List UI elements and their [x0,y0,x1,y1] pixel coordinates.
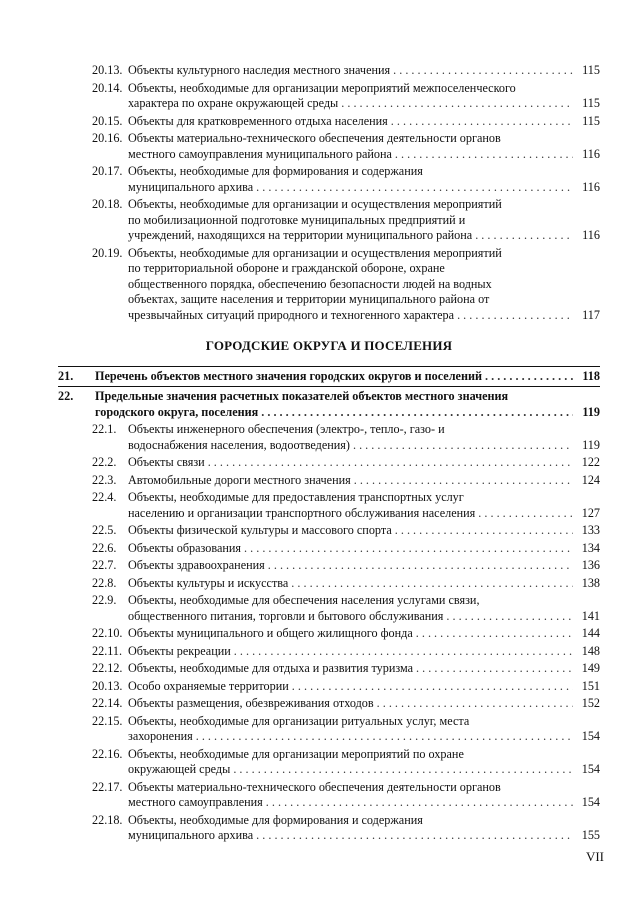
toc-entry[interactable] [58,679,600,695]
toc-entry-title-line: Объекты, необходимые для формирования и содержания [128,812,423,827]
toc-entry-number: 22.10. [92,626,123,640]
toc-entry[interactable] [58,523,600,539]
toc-entry-page: 151 [581,678,600,693]
toc-entry-title-line: учреждений, находящихся на территории муниципального района [128,228,473,242]
divider [58,366,600,367]
toc-entry-number: 21. [58,368,74,383]
dot-leader [354,473,573,489]
toc-entry[interactable] [58,576,600,592]
toc-entry-body [128,747,600,778]
toc-entry-title-line: Объекты, необходимые для организации мероприятий по охране [128,746,464,761]
toc-entry-body [95,389,600,420]
dot-leader [475,228,573,244]
toc-entry-body [128,490,600,521]
toc-entry-last-line [95,369,600,385]
toc-group-municipal-district [58,63,600,323]
toc-entry-title-line: общественного питания, торговли и бытового обслуживания [128,608,444,623]
toc-group-main-chapters [58,366,600,421]
toc-entry[interactable] [58,114,600,130]
toc-entry-title-line: Особо охраняемые территории [128,678,289,693]
toc-entry[interactable] [58,626,600,642]
toc-entry-page: 154 [581,762,600,776]
toc-entry[interactable] [58,813,600,844]
toc-entry-body [128,558,600,574]
toc-entry-body [128,696,600,712]
dot-leader [244,541,573,557]
toc-entry-page: 116 [582,228,600,242]
dot-leader [377,696,573,712]
toc-entry[interactable] [58,164,600,195]
toc-entry-title-line: общественного порядка, обеспечению безопасности людей на водных [128,276,492,291]
toc-entry-last-line [128,308,600,324]
toc-entry-body [128,473,600,489]
toc-entry-last-line [128,696,600,712]
divider [58,386,600,387]
toc-entry-title-line: Перечень объектов местного значения городских округов и поселений [95,368,483,383]
toc-entry-body [128,164,600,195]
toc-entry-title-line: населению и организации транспортного обслуживания населения [128,505,476,520]
dot-leader [268,558,573,574]
toc-entry-body [128,644,600,660]
dot-leader [395,147,573,163]
dot-leader [416,626,573,642]
toc-entry-number: 22.5. [92,523,117,537]
toc-entry-number: 22.7. [92,558,117,572]
toc-entry[interactable] [58,593,600,624]
toc-entry-title-line: Объекты, необходимые для организации и осуществления мероприятий [128,197,502,211]
toc-entry-number: 22.11. [92,643,123,658]
dot-leader [256,180,573,196]
toc-entry-number: 22.12. [92,661,123,675]
toc-entry[interactable] [58,747,600,778]
toc-entry-number: 20.13. [92,678,123,693]
toc-entry-title-line: Объекты материально-технического обеспечения деятельности органов [128,779,501,794]
toc-entry-title-line: Объекты, необходимые для отдыха и развития туризма [128,661,414,675]
toc-entry-body [128,626,600,642]
toc-entry-number: 22. [58,389,74,403]
toc-entry-body [128,576,600,592]
dot-leader [261,405,573,421]
toc-entry-page: 141 [581,608,600,623]
toc-entry-last-line [128,626,600,642]
toc-entry-last-line [128,523,600,539]
toc-entry-title-line: Объекты здравоохранения [128,558,265,572]
toc-entry-body [128,422,600,453]
toc-entry-last-line [128,180,600,196]
toc-entry-number: 20.16. [92,131,123,145]
toc-entry-number: 20.18. [92,197,123,211]
toc-entry-body [128,523,600,539]
toc-entry-page: 152 [581,696,600,710]
toc-entry-body [128,114,600,130]
toc-entry-body [128,714,600,745]
toc-entry-number: 22.14. [92,696,123,710]
toc-entry-number: 22.3. [92,472,117,487]
toc-entry-page: 124 [581,472,600,487]
toc-entry-title-line: по территориальной обороне и гражданской обороне, охране [128,261,445,275]
toc-entry-title-line: объектах, защите населения и территории муниципального района от [128,292,490,306]
toc-entry-number: 22.8. [92,575,117,590]
toc-entry-last-line [128,63,600,79]
toc-entry-number: 22.16. [92,746,123,761]
dot-leader [391,114,573,130]
dot-leader [416,661,573,677]
toc-entry-page: 154 [581,729,600,743]
toc-entry-title-line: Объекты, необходимые для организации мероприятий межпоселенческого [128,80,516,95]
toc-entry-body [128,780,600,811]
toc-entry-title-line: захоронения [128,729,193,743]
toc-entry-body [95,369,600,385]
toc-entry-number: 22.17. [92,779,123,794]
toc-entry[interactable] [58,369,600,385]
toc-entry-page: 119 [582,404,600,419]
dot-leader [393,63,573,79]
toc-entry-title-line: Предельные значения расчетных показателей объектов местного значения [95,389,509,403]
toc-entry-number: 20.14. [92,80,123,95]
dot-leader [353,438,573,454]
dot-leader [292,679,573,695]
dot-leader [457,308,573,324]
toc-entry[interactable] [58,714,600,745]
toc-entry-page: 117 [582,307,600,322]
toc-entry-last-line [128,828,600,844]
toc-entry-title-line: Объекты, необходимые для организации и осуществления мероприятий [128,245,502,260]
toc-entry-title-line: Объекты, необходимые для обеспечения населения услугами связи, [128,593,480,607]
toc-entry-title-line: чрезвычайных ситуаций природного и техногенного характера [128,307,455,322]
toc-entry-last-line [128,541,600,557]
toc-entry-number: 22.2. [92,455,117,469]
table-of-contents [58,63,600,846]
toc-entry-title-line: Объекты культуры и искусства [128,575,289,590]
toc-entry-number: 20.19. [92,245,123,260]
dot-leader [196,729,573,745]
toc-entry[interactable] [58,455,600,471]
dot-leader [266,795,573,811]
toc-entry-body [128,81,600,112]
toc-entry-title-line: городского округа, поселения [95,404,259,419]
toc-entry-last-line [128,147,600,163]
toc-entry-title-line: муниципального архива [128,828,254,842]
dot-leader [233,762,573,778]
toc-entry-page: 148 [581,643,600,658]
toc-entry[interactable] [58,389,600,420]
toc-group-urban-districts [58,422,600,844]
toc-entry-last-line [128,609,600,625]
toc-entry[interactable] [58,661,600,677]
toc-entry-last-line [128,795,600,811]
toc-entry-last-line [128,762,600,778]
toc-entry-title-line: местного самоуправления [128,795,263,809]
toc-entry-body [128,661,600,677]
toc-entry-last-line [128,729,600,745]
toc-entry-title-line: Объекты образования [128,540,242,555]
page-number: VII [585,849,604,864]
toc-entry-title-line: Объекты инженерного обеспечения (электро-, тепло-, газо- и [128,422,445,436]
toc-entry-page: 133 [581,523,600,537]
toc-entry-body [128,455,600,471]
toc-entry[interactable] [58,644,600,660]
toc-entry[interactable] [58,780,600,811]
toc-entry-title-line: муниципального архива [128,179,254,194]
toc-entry-page: 115 [582,63,600,77]
toc-entry-body [128,541,600,557]
toc-entry-number: 20.15. [92,113,123,128]
toc-entry-page: 116 [582,146,600,161]
dot-leader [341,96,573,112]
toc-entry-number: 22.1. [92,422,117,436]
toc-entry-page: 138 [581,575,600,590]
toc-entry[interactable] [58,246,600,324]
toc-entry[interactable] [58,63,600,79]
toc-entry[interactable] [58,696,600,712]
toc-entry-body [128,593,600,624]
toc-entry-last-line [95,405,600,421]
toc-entry[interactable] [58,81,600,112]
toc-entry-last-line [128,558,600,574]
toc-entry-page: 136 [581,558,600,572]
dot-leader [256,828,573,844]
toc-entry-title-line: Объекты материально-технического обеспечения деятельности органов [128,131,501,145]
toc-entry-page: 119 [582,437,600,452]
toc-entry-title-line: характера по охране окружающей среды [128,96,339,110]
section-heading: ГОРОДСКИЕ ОКРУГА И ПОСЕЛЕНИЯ [205,338,453,353]
toc-entry-title-line: местного самоуправления муниципального района [128,146,392,161]
toc-entry-last-line [128,96,600,112]
toc-entry-title-line: Автомобильные дороги местного значения [128,472,351,487]
toc-entry[interactable] [58,541,600,557]
toc-entry-page: 134 [581,540,600,555]
toc-entry-number: 22.6. [92,540,117,555]
toc-entry-page: 118 [582,368,600,383]
dot-leader [478,506,573,522]
toc-entry-last-line [128,661,600,677]
toc-entry-number: 22.15. [92,713,123,728]
toc-entry-body [128,246,600,324]
toc-entry-page: 154 [581,795,600,809]
toc-entry-title-line: Объекты рекреации [128,643,231,658]
toc-entry-title-line: Объекты размещения, обезвреживания отходов [128,696,374,710]
toc-entry-body [128,63,600,79]
toc-entry-last-line [128,114,600,130]
toc-entry-number: 20.13. [92,63,123,77]
toc-entry-page: 144 [581,626,600,640]
toc-entry-last-line [128,644,600,660]
toc-entry-title-line: Объекты для кратковременного отдыха населения [128,113,388,128]
toc-entry-title-line: по мобилизационной подготовке муниципальных предприятий и [128,212,466,227]
toc-entry-number: 20.17. [92,164,123,178]
toc-entry-title-line: Объекты культурного наследия местного значения [128,63,391,77]
dot-leader [234,644,573,660]
toc-entry-body [128,679,600,695]
toc-entry-number: 22.4. [92,490,117,504]
toc-entry-title-line: водоснабжения населения, водоотведения) [128,437,350,452]
toc-entry-body [128,131,600,162]
toc-entry-last-line [128,576,600,592]
toc-entry-last-line [128,438,600,454]
toc-entry-title-line: Объекты муниципального и общего жилищного фонда [128,626,413,640]
toc-entry-last-line [128,473,600,489]
toc-entry-page: 115 [582,113,600,128]
toc-entry-last-line [128,455,600,471]
dot-leader [291,576,573,592]
toc-entry-body [128,197,600,244]
toc-entry[interactable] [58,490,600,521]
toc-entry-page: 127 [581,505,600,520]
toc-entry-body [128,813,600,844]
toc-entry-page: 149 [581,661,600,675]
toc-entry-page: 115 [582,96,600,110]
toc-entry-title-line: Объекты связи [128,455,205,469]
toc-entry[interactable] [58,422,600,453]
toc-entry-last-line [128,506,600,522]
toc-entry[interactable] [58,473,600,489]
toc-entry-title-line: Объекты, необходимые для предоставления транспортных услуг [128,490,464,504]
toc-entry-title-line: Объекты физической культуры и массового спорта [128,523,392,537]
toc-entry-title-line: Объекты, необходимые для организации ритуальных услуг, места [128,713,470,728]
dot-leader [395,523,573,539]
toc-entry[interactable] [58,131,600,162]
dot-leader [485,369,573,385]
toc-entry-page: 116 [582,179,600,194]
toc-entry-page: 155 [581,828,600,842]
toc-entry[interactable] [58,197,600,244]
toc-entry-last-line [128,228,600,244]
toc-entry-number: 22.18. [92,812,123,827]
dot-leader [446,609,573,625]
toc-entry-number: 22.9. [92,593,117,607]
toc-entry-title-line: окружающей среды [128,762,231,776]
toc-entry-last-line [128,679,600,695]
toc-entry-page: 122 [581,455,600,469]
toc-entry-title-line: Объекты, необходимые для формирования и содержания [128,164,423,178]
dot-leader [208,455,573,471]
toc-entry[interactable] [58,558,600,574]
